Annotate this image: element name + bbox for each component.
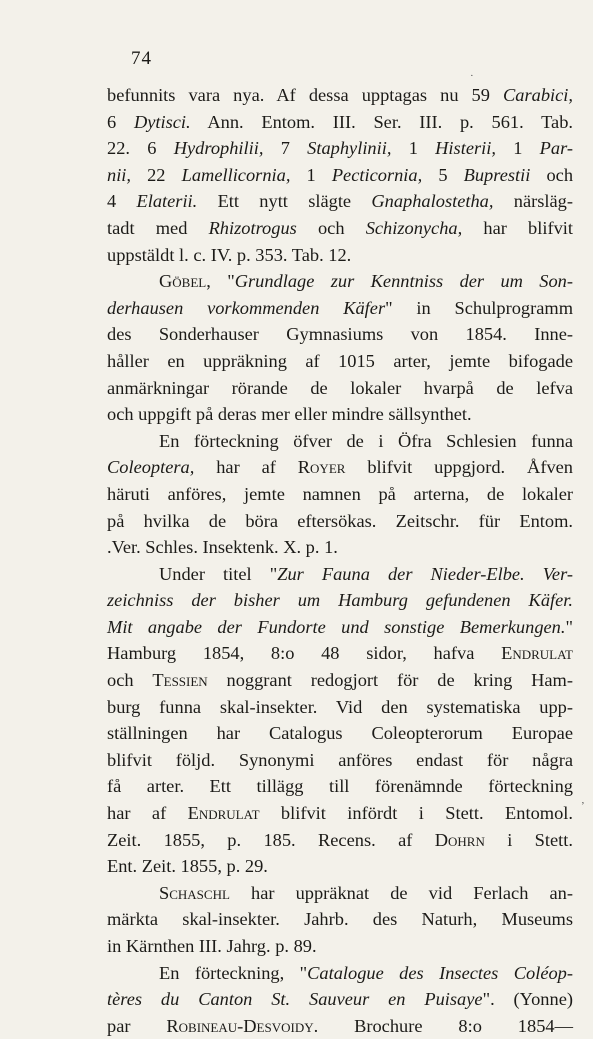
author-name: Endrulat	[501, 643, 573, 664]
text-line	[107, 375, 573, 402]
body-text	[107, 82, 573, 1039]
text-run: blifvit infördt i Stett. Entomol.	[259, 803, 573, 824]
text-line	[107, 800, 573, 827]
text-line	[107, 215, 573, 242]
italic-text: Par-	[539, 138, 573, 159]
text-run: tadt med	[107, 217, 209, 238]
text-line	[107, 135, 573, 162]
speck-mark: ʼ	[581, 800, 585, 812]
text-line	[107, 1013, 573, 1039]
text-line	[107, 614, 573, 641]
text-run: Ann. Entom. III. Ser. III. p. 561. Tab.	[190, 111, 573, 132]
italic-text: Mit angabe der Fundorte und sonstige Bemerkungen.	[107, 616, 566, 637]
italic-text: Zur Fauna der Nieder-Elbe. Ver-	[277, 563, 573, 584]
italic-text: Pecticornia,	[331, 164, 423, 185]
text-run: häruti anföres, jemte namnen på arterna, de lokaler	[107, 483, 573, 504]
author-name: Endrulat	[187, 803, 260, 824]
text-line	[107, 401, 573, 428]
text-run: uppstäldt l. c. IV. p. 353. Tab. 12.	[107, 244, 352, 265]
author-name: Schaschl	[159, 882, 230, 903]
text-run: Brochure 8:o 1854—	[318, 1015, 573, 1036]
text-line	[107, 720, 573, 747]
text-line	[107, 162, 573, 189]
italic-text: Histerii,	[435, 138, 496, 159]
text-line	[107, 561, 573, 588]
text-line	[107, 694, 573, 721]
text-line	[107, 348, 573, 375]
text-run: blifvit uppgjord. Åfven	[345, 457, 573, 478]
text-run: " in Schulprogramm	[385, 297, 573, 318]
italic-text: zeichniss der bisher um Hamburg gefundenen Käfer.	[107, 590, 573, 611]
italic-text: Rhizotrogus	[208, 217, 297, 238]
page-number: 74	[131, 48, 152, 69]
italic-text: Gnaphalostetha,	[371, 191, 494, 212]
text-line	[107, 933, 573, 960]
text-run: i Stett.	[484, 829, 573, 850]
text-line	[107, 428, 573, 455]
text-line	[107, 188, 573, 215]
italic-text: Coleoptera,	[107, 457, 195, 478]
text-run: .Ver. Schles. Insektenk. X. p. 1.	[107, 537, 338, 558]
text-run: befunnits vara nya. Af dessa upptagas nu 59	[107, 85, 503, 105]
italic-text: Buprestii	[463, 164, 531, 185]
text-line	[107, 454, 573, 481]
text-run: märkta skal-insekter. Jahrb. des Naturh, Museums	[107, 909, 573, 930]
text-run: få arter. Ett tillägg till förenämnde förteckning	[107, 776, 573, 797]
text-run: 22. 6	[107, 138, 174, 159]
text-run: Zeit. 1855, p. 185. Recens. af	[107, 829, 435, 850]
text-line	[107, 960, 573, 987]
text-line	[107, 295, 573, 322]
italic-text: Hydrophilii,	[173, 138, 264, 159]
text-run: 22	[131, 164, 182, 185]
text-run: har uppräknat de vid Ferlach an-	[229, 882, 573, 903]
text-run: in Kärnthen III. Jahrg. p. 89.	[107, 936, 317, 956]
text-line	[107, 880, 573, 907]
text-line	[107, 827, 573, 854]
text-run: på hvilka de böra eftersökas. Zeitschr. für Entom.	[107, 510, 573, 531]
text-line	[107, 268, 573, 295]
text-run: 1	[495, 138, 540, 159]
text-run: burg funna skal-insekter. Vid den systematiska upp-	[107, 696, 573, 717]
author-name: Robineau-Desvoidy.	[166, 1015, 319, 1036]
author-name: Tessien	[152, 670, 208, 691]
speck-mark: ·	[470, 70, 474, 82]
text-run: "	[565, 616, 573, 637]
text-line	[107, 906, 573, 933]
text-run: 1	[290, 164, 332, 185]
text-run: anmärkningar rörande de lokaler hvarpå de lefva	[107, 377, 573, 398]
text-run: 7	[263, 138, 308, 159]
text-run: Ent. Zeit. 1855, p. 29.	[107, 856, 268, 877]
text-run: Hamburg 1854, 8:o 48 sidor, hafva	[107, 643, 502, 664]
text-run: noggrant redogjort för de kring Ham-	[207, 670, 573, 691]
text-run: "	[210, 271, 235, 292]
italic-text: Lamellicornia,	[181, 164, 291, 185]
italic-text: Carabici,	[503, 85, 573, 105]
text-line	[107, 640, 573, 667]
text-run: Ett nytt slägte	[197, 191, 372, 212]
italic-text: Staphylinii,	[307, 138, 392, 159]
italic-text: Grundlage zur Kenntniss der um Son-	[234, 271, 574, 292]
text-run: och	[107, 670, 153, 691]
text-line	[107, 986, 573, 1013]
text-run: håller en uppräkning af 1015 arter, jemte bifogade	[107, 350, 573, 371]
text-run: ". (Yonne)	[482, 989, 573, 1010]
text-line	[107, 853, 573, 880]
text-run: och	[296, 217, 366, 238]
text-line	[107, 587, 573, 614]
text-line	[107, 508, 573, 535]
text-line	[107, 109, 573, 136]
author-name: Royer	[297, 457, 346, 478]
italic-text: Elaterii.	[136, 191, 198, 212]
text-run: En förteckning, "	[159, 962, 308, 983]
text-line	[107, 747, 573, 774]
text-run: blifvit följd. Synonymi anföres endast för några	[107, 749, 573, 770]
text-run: har af	[107, 803, 188, 824]
text-line	[107, 242, 573, 269]
text-run: närsläg-	[493, 191, 573, 212]
text-run: En förteckning öfver de i Öfra Schlesien funna	[159, 430, 573, 451]
italic-text: derhausen vorkommenden Käfer	[107, 297, 386, 318]
italic-text: nii,	[107, 164, 132, 185]
text-run: har blifvit	[462, 217, 573, 238]
author-name: Dohrn	[434, 829, 485, 850]
text-run: 4	[107, 191, 137, 212]
text-line	[107, 82, 573, 109]
text-run: har af	[194, 457, 298, 478]
text-run: des Sonderhauser Gymnasiums von 1854. Inne-	[107, 324, 573, 345]
text-run: ställningen har Catalogus Coleopterorum Europae	[107, 723, 573, 744]
text-run: Under titel "	[159, 563, 278, 584]
text-run: par	[107, 1015, 167, 1036]
author-name: Göbel,	[159, 271, 211, 292]
text-line	[107, 321, 573, 348]
italic-text: Dytisci.	[133, 111, 191, 132]
text-line	[107, 481, 573, 508]
text-run: och uppgift på deras mer eller mindre sällsynthet.	[107, 404, 472, 425]
text-run: 5	[422, 164, 464, 185]
text-run: 1	[391, 138, 436, 159]
text-line	[107, 773, 573, 800]
text-line	[107, 667, 573, 694]
text-run: 6	[107, 111, 134, 132]
italic-text: Catalogue des Insectes Coléop-	[307, 962, 573, 983]
italic-text: tères du Canton St. Sauveur en Puisaye	[107, 989, 483, 1010]
text-run: och	[530, 164, 574, 185]
italic-text: Schizonycha,	[365, 217, 463, 238]
text-line	[107, 534, 573, 561]
